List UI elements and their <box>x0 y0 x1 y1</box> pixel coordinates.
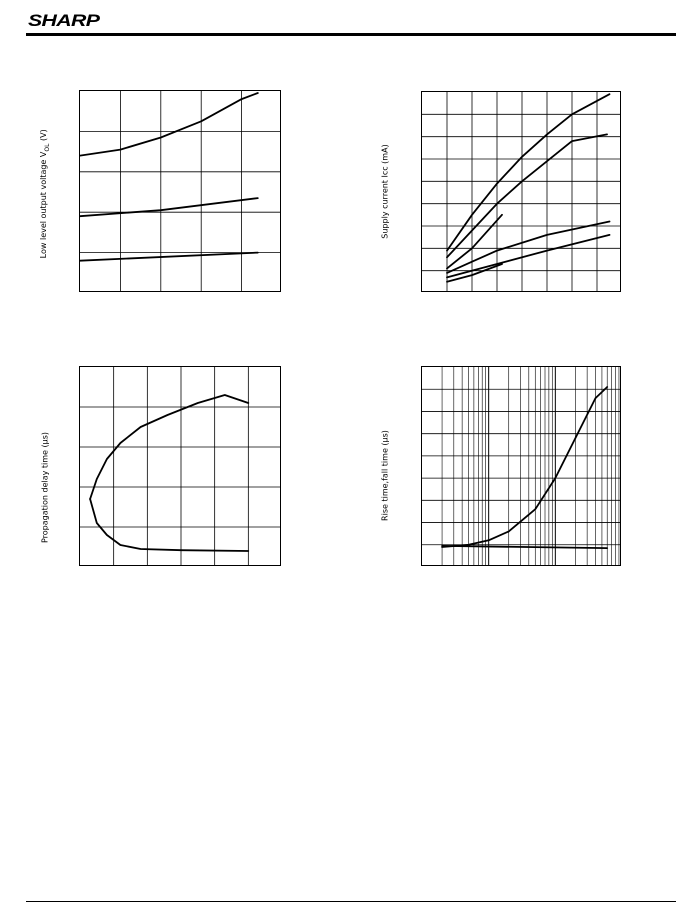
plot-svg-tpd <box>80 367 281 566</box>
y-axis-label: Supply current Icc (mA) <box>380 144 390 239</box>
plot-area <box>79 90 281 292</box>
y-axis-label: Propagation delay time (µs) <box>40 431 50 544</box>
plot-area <box>79 366 281 566</box>
series-line-2 <box>80 198 258 216</box>
series-line-1 <box>442 387 607 547</box>
plot-svg-trf <box>422 367 621 566</box>
plot-svg-vol <box>80 91 281 292</box>
plot-area <box>421 366 621 566</box>
footer-rule <box>26 901 676 902</box>
series-line-6 <box>447 264 502 282</box>
y-axis-label: Low level output voltage $V_{OL}$ (V) <box>39 129 51 259</box>
series-line-1 <box>80 93 258 156</box>
sharp-logo: SHARP <box>28 11 100 30</box>
series-line-3 <box>80 253 258 261</box>
plot-svg-icc <box>422 92 621 292</box>
series-line-4 <box>447 222 610 273</box>
header-rule <box>26 33 676 36</box>
plot-area <box>421 91 621 292</box>
y-axis-label: Rise time,fall time (µs) <box>380 430 390 521</box>
series-line-2 <box>442 546 607 548</box>
